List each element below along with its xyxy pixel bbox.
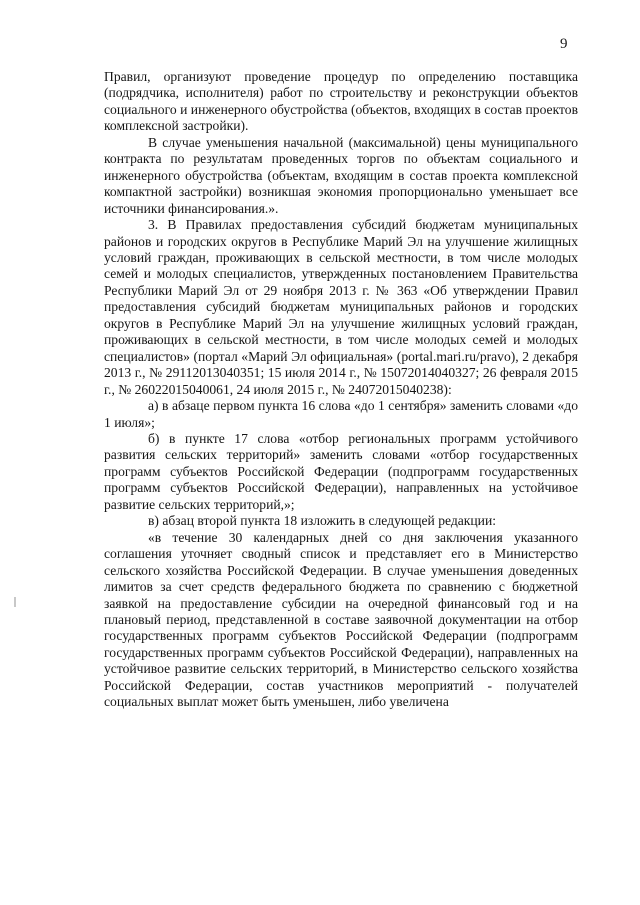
paragraph-subitem-a: а) в абзаце первом пункта 16 слова «до 1 сентября» заменить словами «до 1 июля»; [104, 398, 578, 430]
paragraph-subitem-b: б) в пункте 17 слова «отбор региональных программ устойчивого развития сельских территорий» заменить словами «отбор государственных программ субъектов Российской Федерации (подпрограмм государственных программ субъектов Российской Федерации), направленных на устойчивое развитие сельских территорий,»; [104, 430, 578, 512]
paragraph-quoted-revision: «в течение 30 календарных дней со дня заключения указанного соглашения уточняет сводный список и представляет его в Министерство сельского хозяйства Российской Федерации. В случае уменьшения доведенных лимитов за счет средств федерального бюджета по сравнению с бюджетной заявкой на предоставление субсидии на очередной финансовый год и на плановый период, представленной в составе заявочной документации на отбор государственных программ субъектов Российской Федерации (подпрограмм государственных программ субъектов Российской Федерации), направленных на устойчивое развитие сельских территорий, в Министерство сельского хозяйства Российской Федерации, состав участников мероприятий - получателей социальных выплат может быть уменьшен, либо увеличена [104, 529, 578, 710]
paragraph-subitem-v: в) абзац второй пункта 18 изложить в следующей редакции: [148, 513, 497, 529]
page-number: 9 [560, 36, 568, 52]
paragraph-continuation: Правил, организуют проведение процедур по определению поставщика (подрядчика, исполнителя) работ по строительству и реконструкции объектов социального и инженерного обустройства (объектов, входящих в состав проектов комплексной застройки). [104, 69, 578, 134]
document-body [104, 69, 578, 711]
paragraph-economy-clause: В случае уменьшения начальной (максимальной) цены муниципального контракта по результатам проведенных торгов по объектам социального и инженерного обустройства (объектам, входящим в состав проекта комплексной компактной застройки) возникшая экономия пропорционально уменьшает все источники финансирования.». [104, 134, 578, 216]
scan-margin-mark [14, 597, 16, 607]
paragraph-item-3: 3. В Правилах предоставления субсидий бюджетам муниципальных районов и городских округов в Республике Марий Эл на улучшение жилищных условий граждан, проживающих в сельской местности, в том числе молодых семей и молодых специалистов, утвержденных постановлением Правительства Республики Марий Эл от 29 ноября 2013 г. № 363 «Об утверждении Правил предоставления субсидий бюджетам муниципальных районов и городских округов в Республике Марий Эл на улучшение жилищных условий граждан, проживающих в сельской местности, в том числе молодых семей и молодых специалистов» (портал «Марий Эл официальная» (portal.mari.ru/pravo), 2 декабря 2013 г., № 29112013040351; 15 июля 2014 г., № 15072014040327; 26 февраля 2015 г., № 26022015040061, 24 июля 2015 г., № 24072015040238): [104, 217, 578, 397]
